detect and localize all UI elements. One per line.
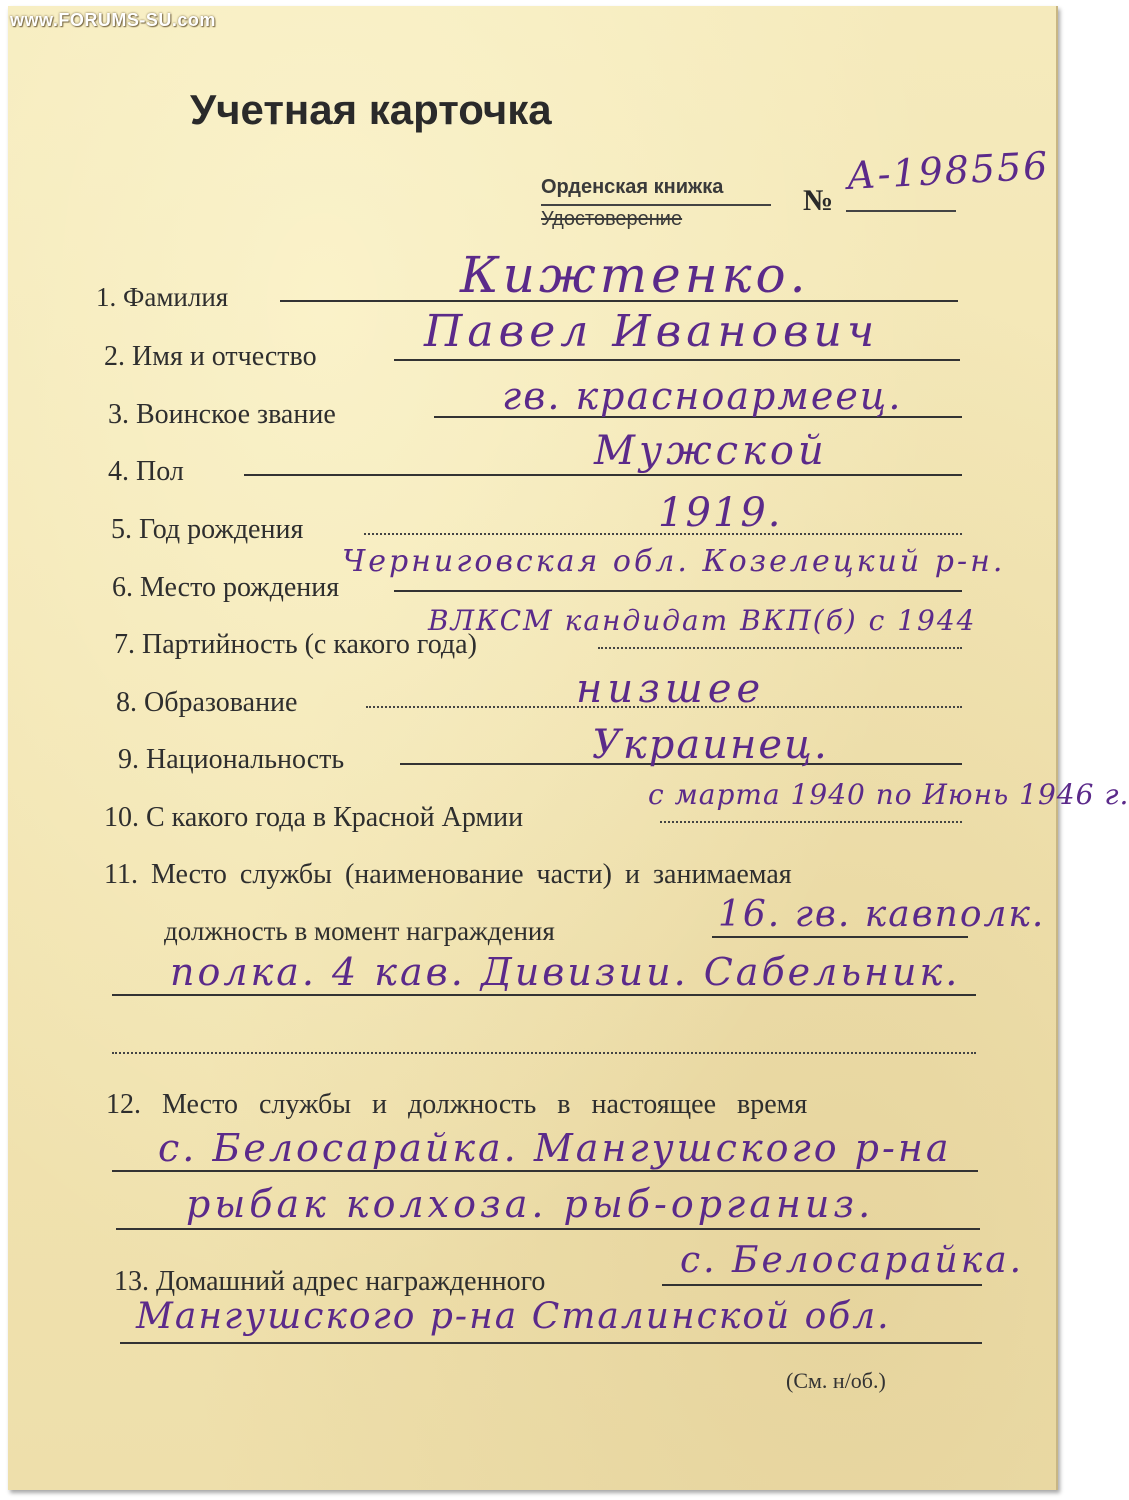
field-9-value: Украинец. [592,722,829,768]
field-4-line [244,474,962,476]
field-2-label: 2. Имя и отчество [104,341,317,372]
field-5-value: 1919. [658,490,783,536]
field-12-line2 [116,1228,980,1230]
field-6-line [394,590,962,592]
field-12-label: 12. Место службы и должность в настоящее время [106,1089,808,1120]
order-book-label: Орденская книжка [541,176,723,199]
field-10-label: 10. С какого года в Красной Армии [104,802,524,833]
field-11-value-line2: полка. 4 кав. Дивизии. Сабельник. [170,950,961,994]
field-13-line1 [662,1284,982,1286]
field-4-value: Мужской [594,428,828,474]
number-sign: № [803,184,834,217]
field-3-label: 3. Воинское звание [108,399,336,430]
field-6-value: Черниговская обл. Козелецкий р-н. [342,544,1006,579]
card-number-value: А-198556 [845,143,1051,198]
field-10-value: с марта 1940 по Июнь 1946 г. [648,778,1129,811]
field-8-label: 8. Образование [116,687,298,718]
field-11-line1 [712,936,968,938]
field-1-value: Кижтенко. [460,246,810,304]
field-12-value-line1: с. Белосарайка. Мангушского р-на [158,1126,952,1170]
field-12-line1 [112,1170,978,1172]
field-3-value: гв. красноармеец. [502,374,903,418]
field-6-label: 6. Место рождения [112,572,340,603]
field-10-line [660,821,962,823]
field-8-value: низшее [576,666,766,712]
field-2-line [394,359,960,361]
field-11-label-line2: должность в момент награждения [164,916,555,946]
field-1-label: 1. Фамилия [96,282,229,312]
site-watermark: www.FORUMS-SU.com [10,10,216,30]
see-reverse-note: (См. н/об.) [786,1368,886,1393]
number-line [846,210,956,212]
field-2-value: Павел Иванович [424,306,880,357]
field-11-line2 [112,994,976,996]
field-9-label: 9. Национальность [118,744,345,775]
certificate-label: Удостоверение [541,208,683,230]
field-11-line3 [112,1052,976,1054]
field-7-label: 7. Партийность (с какого года) [114,629,477,660]
field-7-line [598,647,962,649]
field-13-value-line1: с. Белосарайка. [680,1240,1025,1281]
order-book-rule [541,204,771,206]
field-13-value-line2: Мангушского р-на Сталинской обл. [136,1296,891,1337]
field-4-label: 4. Пол [108,456,184,487]
card-title: Учетная карточка [190,86,552,133]
field-5-label: 5. Год рождения [111,514,304,545]
registration-card [8,6,1129,1490]
field-13-label: 13. Домашний адрес награжденного [114,1266,546,1297]
field-12-value-line2: рыбак колхоза. рыб-организ. [186,1182,875,1226]
field-11-label-line1: 11. Место службы (наименование части) и занимаемая [104,859,792,890]
field-7-value: ВЛКСМ кандидат ВКП(б) с 1944 [428,604,977,637]
field-13-line2 [120,1342,982,1344]
field-11-value-line1: 16. гв. кавполк. [718,894,1046,935]
